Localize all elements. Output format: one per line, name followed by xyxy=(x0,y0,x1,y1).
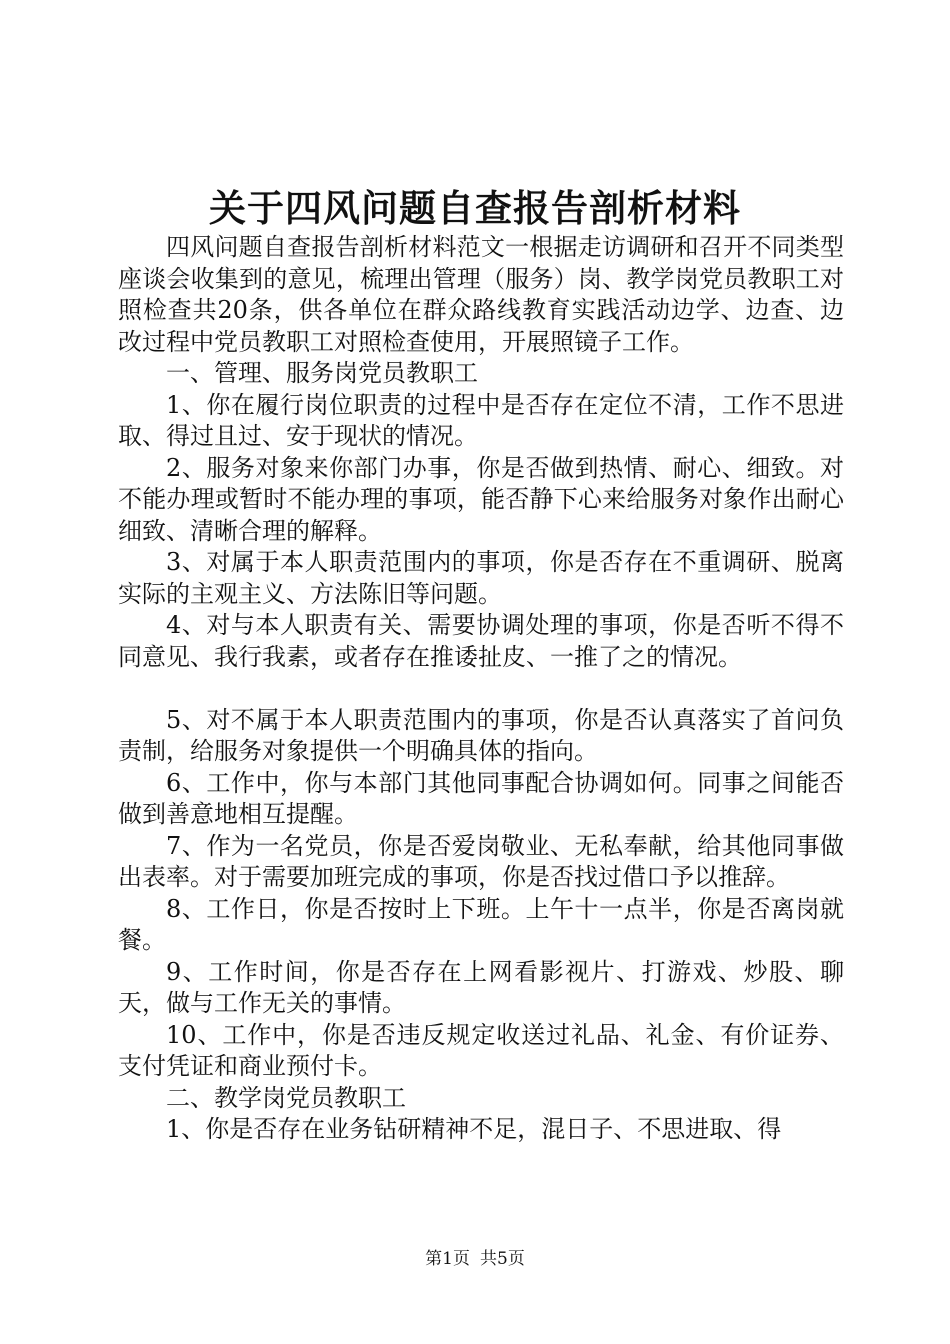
page-number: 第1页 xyxy=(425,1249,470,1269)
list-item: 10、工作中，你是否违反规定收送过礼品、礼金、有价证券、支付凭证和商业预付卡。 xyxy=(118,1020,844,1080)
list-item: 7、作为一名党员，你是否爱岗敬业、无私奉献，给其他同事做出表率。对于需要加班完成的事项，你是否找过借口予以推辞。 xyxy=(118,831,844,891)
list-item: 6、工作中，你与本部门其他同事配合协调如何。同事之间能否做到善意地相互提醒。 xyxy=(118,768,844,828)
document-body xyxy=(118,232,844,1146)
list-item: 9、工作时间，你是否存在上网看影视片、打游戏、炒股、聊天，做与工作无关的事情。 xyxy=(118,957,844,1017)
section-heading-teaching: 二、教学岗党员教职工 xyxy=(166,1083,406,1112)
intro-paragraph: 四风问题自查报告剖析材料范文一根据走访调研和召开不同类型座谈会收集到的意见，梳理出管理（服务）岗、教学岗党员教职工对照检查共20条，供各单位在群众路线教育实践活动边学、边查、边改过程中党员教职工对照检查使用，开展照镜子工作。 xyxy=(118,233,844,356)
list-item: 1、你是否存在业务钻研精神不足，混日子、不思进取、得 xyxy=(166,1115,782,1143)
list-item: 2、服务对象来你部门办事，你是否做到热情、耐心、细致。对不能办理或暂时不能办理的事项，能否静下心来给服务对象作出耐心细致、清晰合理的解释。 xyxy=(118,453,844,545)
list-item: 1、你在履行岗位职责的过程中是否存在定位不清，工作不思进取、得过且过、安于现状的情况。 xyxy=(118,390,844,450)
page-footer xyxy=(0,1247,950,1271)
list-item: 5、对不属于本人职责范围内的事项，你是否认真落实了首问负责制，给服务对象提供一个明确具体的指向。 xyxy=(118,705,844,765)
section-heading-management: 一、管理、服务岗党员教职工 xyxy=(166,359,478,387)
list-item: 3、对属于本人职责范围内的事项，你是否存在不重调研、脱离实际的主观主义、方法陈旧等问题。 xyxy=(118,548,844,608)
list-item: 4、对与本人职责有关、需要协调处理的事项，你是否听不得不同意见、我行我素，或者存在推诿扯皮、一推了之的情况。 xyxy=(118,611,844,671)
list-item: 8、工作日，你是否按时上下班。上午十一点半，你是否离岗就餐。 xyxy=(118,894,844,954)
document-title: 关于四风问题自查报告剖析材料 xyxy=(209,186,741,230)
page-total: 共5页 xyxy=(480,1249,525,1269)
